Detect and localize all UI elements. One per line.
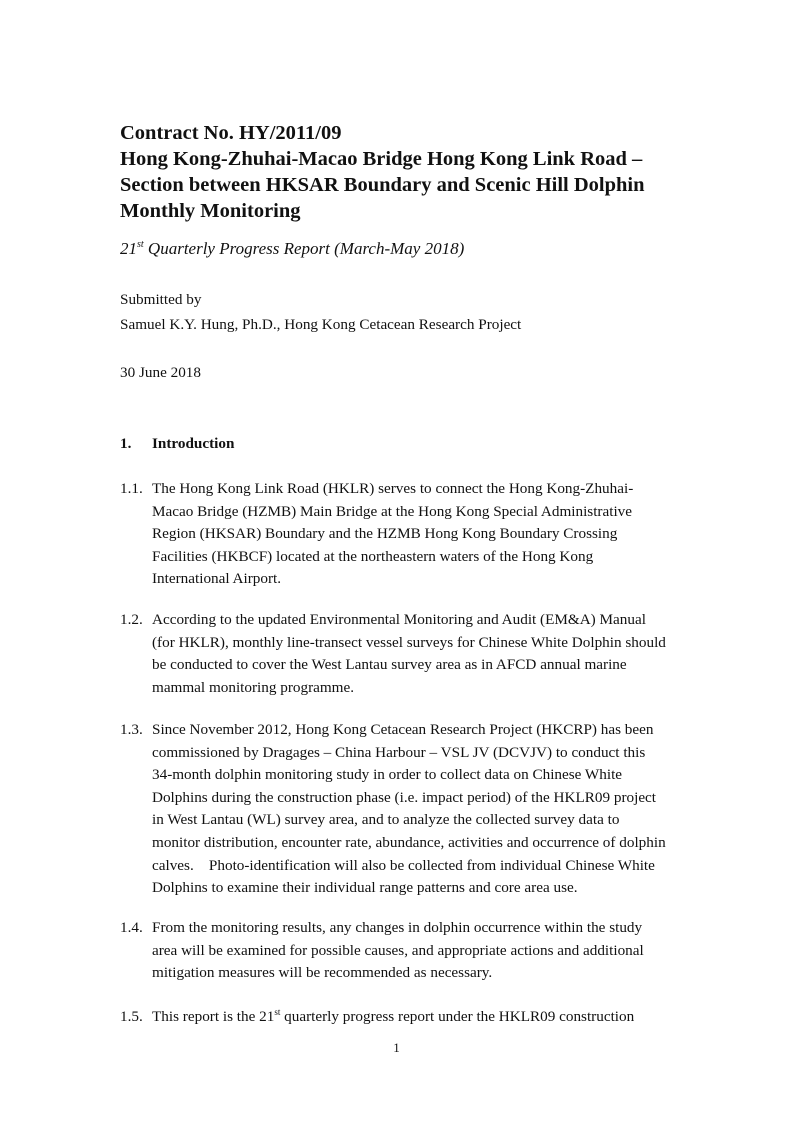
paragraph-number: 1.3. — [120, 721, 143, 738]
paragraph-1-4 — [120, 917, 720, 985]
subtitle-rest: Quarterly Progress Report (March-May 2018) — [143, 239, 465, 258]
paragraph-line: Macao Bridge (HZMB) Main Bridge at the Hong Kong Special Administrative — [152, 502, 632, 520]
page-number: 1 — [393, 1040, 400, 1055]
subtitle-superscript: st — [137, 239, 144, 250]
paragraph-line: Facilities (HKBCF) located at the northeastern waters of the Hong Kong — [152, 547, 594, 565]
paragraph-line: mammal monitoring programme. — [152, 678, 355, 696]
paragraph-line: From the monitoring results, any changes in dolphin occurrence within the study — [152, 919, 643, 936]
paragraph-line — [152, 1006, 720, 1029]
title-line-monitoring: Monthly Monitoring — [120, 200, 301, 222]
paragraph-1-1 — [120, 478, 720, 591]
paragraph-line: commissioned by Dragages – China Harbour – VSL JV (DCVJV) to conduct this — [152, 743, 646, 761]
section-heading — [120, 435, 234, 453]
paragraph-line: Dolphins to examine their individual range patterns and core area use. — [152, 879, 578, 897]
paragraph-1-5 — [120, 1006, 720, 1029]
paragraph-line: in West Lantau (WL) survey area, and to analyze the collected survey data to — [152, 811, 620, 829]
report-date: 30 June 2018 — [120, 364, 201, 381]
paragraph-line: area will be examined for possible causes, and appropriate actions and additional — [152, 941, 644, 959]
paragraph-line: monitor distribution, encounter rate, abundance, activities and occurrence of dolphin — [152, 833, 666, 851]
paragraph-line: (for HKLR), monthly line-transect vessel surveys for Chinese White Dolphin should — [152, 633, 666, 651]
paragraph-line: The Hong Kong Link Road (HKLR) serves to connect the Hong Kong-Zhuhai- — [152, 480, 634, 497]
title-line-section: Section between HKSAR Boundary and Scenic Hill Dolphin — [120, 174, 645, 196]
line-before-superscript: This report is the 21 — [152, 1008, 275, 1025]
line-after-superscript: quarterly progress report under the HKLR09 construction — [280, 1008, 635, 1025]
paragraph-line: Dolphins during the construction phase (i.e. impact period) of the HKLR09 project — [152, 788, 657, 806]
paragraph-line: Since November 2012, Hong Kong Cetacean Research Project (HKCRP) has been — [152, 721, 654, 738]
document-title — [120, 120, 740, 224]
paragraph-number: 1.2. — [120, 611, 143, 628]
section-number: 1. — [120, 435, 132, 452]
paragraph-number: 1.1. — [120, 480, 143, 497]
report-subtitle — [120, 239, 464, 259]
submitted-by-label: Submitted by — [120, 291, 202, 308]
paragraph-line: Region (HKSAR) Boundary and the HZMB Hong Kong Boundary Crossing — [152, 525, 618, 543]
paragraph-line: International Airport. — [152, 570, 282, 588]
paragraph-1-2 — [120, 609, 720, 699]
title-line-project: Hong Kong-Zhuhai-Macao Bridge Hong Kong Link Road – — [120, 148, 643, 170]
paragraph-line: be conducted to cover the West Lantau survey area as in AFCD annual marine — [152, 656, 627, 674]
paragraph-line: mitigation measures will be recommended as necessary. — [152, 964, 493, 982]
subtitle-prefix: 21 — [120, 239, 137, 258]
paragraph-line: calves. Photo-identification will also be collected from individual Chinese White — [152, 856, 655, 874]
author-line: Samuel K.Y. Hung, Ph.D., Hong Kong Cetacean Research Project — [120, 316, 522, 333]
paragraph-1-3 — [120, 719, 720, 900]
paragraph-line: According to the updated Environmental Monitoring and Audit (EM&A) Manual — [152, 611, 646, 628]
section-title: Introduction — [152, 435, 235, 452]
line-superscript: st — [274, 1007, 281, 1017]
paragraph-number: 1.4. — [120, 919, 143, 936]
paragraph-line: 34-month dolphin monitoring study in order to collect data on Chinese White — [152, 766, 623, 784]
paragraph-number: 1.5. — [120, 1008, 143, 1025]
title-line-contract: Contract No. HY/2011/09 — [120, 122, 342, 144]
